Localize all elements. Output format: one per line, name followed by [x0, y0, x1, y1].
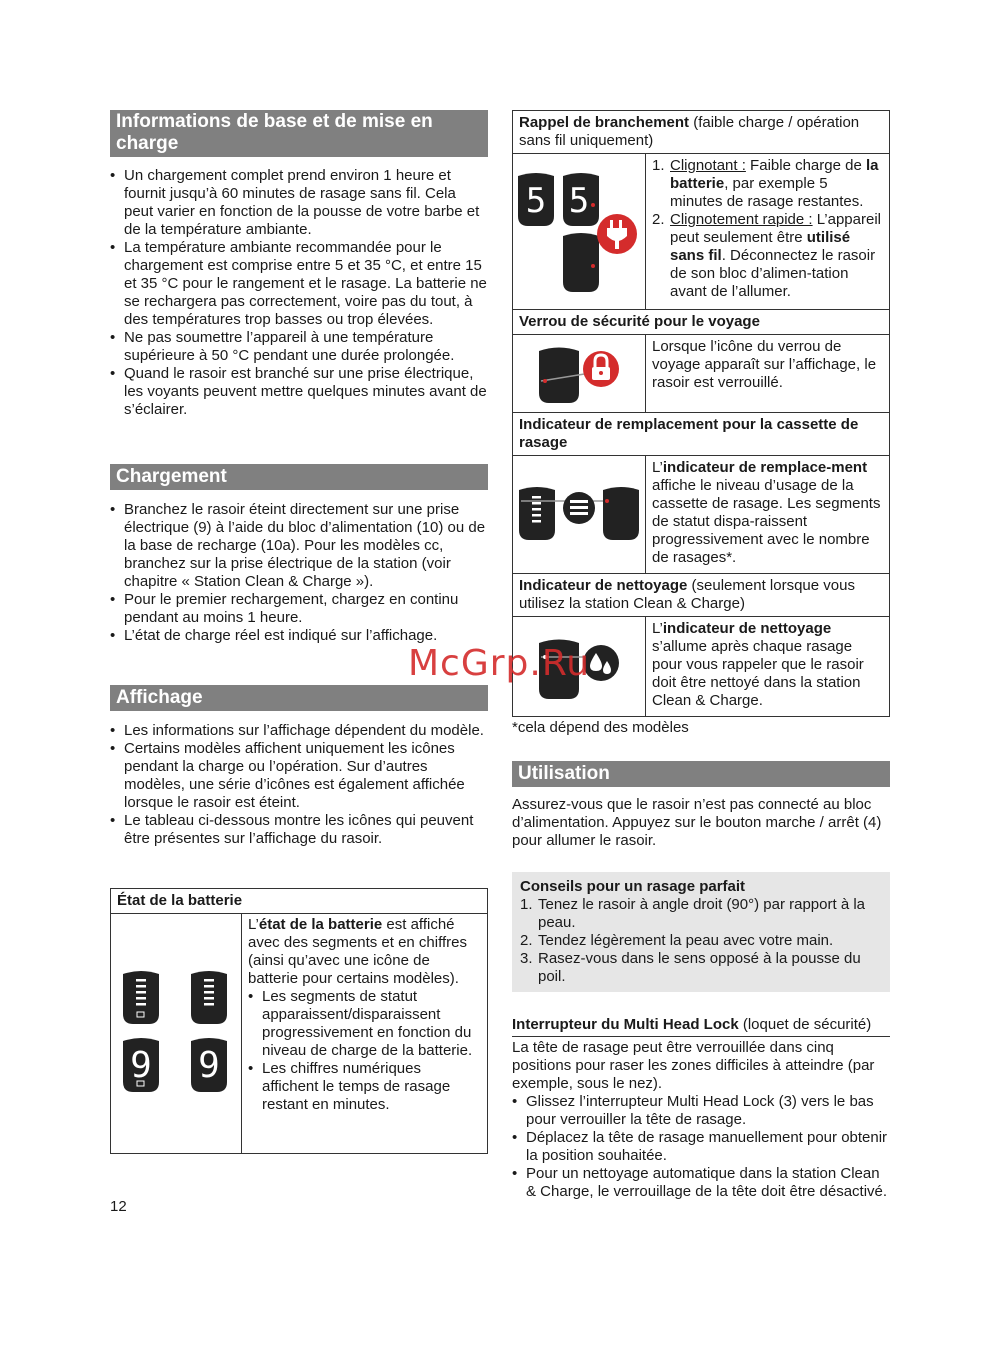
section-title-basics: Informations de base et de mise en charge: [110, 110, 488, 157]
list-item: • Les informations sur l’affichage dépendent du modèle.: [110, 722, 488, 740]
section-title-usage: Utilisation: [512, 761, 890, 787]
travel-lock-icon: [513, 335, 645, 407]
tips-list: [520, 896, 882, 986]
multihead-text: La tête de rasage peut être verrouillée dans cinq positions pour raser les zones difficiles à atteindre (par exemple, sous le nez).: [512, 1039, 875, 1092]
multihead-list: [512, 1093, 890, 1201]
battery-digit: 9: [198, 1045, 220, 1086]
replacement-icons-cell: [513, 456, 646, 574]
list-item: • Pour un nettoyage automatique dans la station Clean & Charge, le verrouillage de la tête doit être désactivé.: [512, 1165, 890, 1201]
watermark: McGrp.Ru: [408, 643, 591, 684]
page-number: 12: [110, 1198, 127, 1215]
travel-lock-icons-cell: [513, 335, 646, 413]
battery-table-header: État de la batterie: [111, 889, 488, 914]
plug-reminder-icon: [513, 154, 645, 304]
battery-text-cell: [242, 914, 488, 1154]
basics-list: [110, 167, 488, 419]
list-item: 2. Clignotement rapide : L’appareil peut seulement être utilisé sans fil. Déconnectez le rasoir de son bloc d’alimen-tation avant de l’allumer.: [652, 211, 881, 300]
cleaning-header: Indicateur de nettoyage (seulement lorsque vous utilisez la station Clean & Charge): [513, 574, 890, 617]
battery-digit: 9: [130, 1045, 152, 1086]
list-item: 1. Tenez le rasoir à angle droit (90°) par rapport à la peau.: [520, 896, 866, 931]
battery-segments-icon: [123, 971, 159, 1024]
list-item: • L’état de charge réel est indiqué sur l’affichage.: [110, 627, 488, 645]
list-item: • Pour le premier rechargement, chargez en continu pendant au moins 1 heure.: [110, 591, 488, 627]
cassette-replacement-icon: [513, 456, 645, 568]
list-item: • Glissez l’interrupteur Multi Head Lock (3) vers le bas pour verrouiller la tête de rasage.: [512, 1093, 890, 1129]
travel-lock-text: Lorsque l’icône du verrou de voyage apparaît sur l’affichage, le rasoir est verrouillé.: [646, 335, 890, 413]
usage-text: Assurez-vous que le rasoir n’est pas connecté au bloc d’alimentation. Appuyez sur le bouton marche / arrêt (4) pour allumer le rasoir.: [512, 796, 882, 849]
charging-list: [110, 501, 488, 645]
list-item: 3. Rasez-vous dans le sens opposé à la pousse du poil.: [520, 950, 861, 985]
footnote: *cela dépend des modèles: [512, 719, 689, 736]
list-item: • Un chargement complet prend environ 1 heure et fournit jusqu’à 60 minutes de rasage sans fil. Cela peut varier en fonction de la pousse de votre barbe et de la température ambiante.: [110, 167, 488, 239]
low-battery-digit: 5: [568, 181, 590, 221]
list-item: • Ne pas soumettre l’appareil à une température supérieure à 50 °C pendant une durée prolongée.: [110, 329, 488, 365]
plug-reminder-icons-cell: [513, 154, 646, 310]
battery-description: L’état de la batterie est affiché avec des segments et en chiffres (ainsi qu’avec une icône de batterie pour certains modèles).: [248, 916, 468, 987]
battery-digit-icon: [123, 1038, 159, 1092]
plug-reminder-text-cell: [646, 154, 890, 310]
battery-display-icon: [111, 914, 241, 1148]
tips-box: [512, 872, 890, 992]
tips-title: Conseils pour un rasage parfait: [520, 878, 746, 895]
list-item: • Le tableau ci-dessous montre les icônes qui peuvent être présentes sur l’affichage du rasoir.: [110, 812, 488, 848]
list-item: • Déplacez la tête de rasage manuellement pour obtenir la position souhaitée.: [512, 1129, 890, 1165]
plug-reminder-header: Rappel de branchement (faible charge / opération sans fil uniquement): [513, 111, 890, 154]
low-battery-digit: 5: [525, 181, 547, 221]
battery-segments-icon: [191, 971, 227, 1024]
battery-digit-icon: [191, 1038, 227, 1092]
battery-table: [110, 888, 488, 1154]
replacement-text: L’indicateur de remplace-ment affiche le niveau d’usage de la cassette de rasage. Les segments de statut dispa-raissent progressivement avec le nombre de rasages*.: [646, 456, 890, 574]
travel-lock-header: Verrou de sécurité pour le voyage: [513, 310, 890, 335]
list-item: 1. Clignotant : Faible charge de la batterie, par exemple 5 minutes de rasage restantes.: [652, 157, 879, 210]
indicator-table: [512, 110, 890, 717]
list-item: • Branchez le rasoir éteint directement sur une prise électrique (9) à l’aide du bloc d’alimentation (10) ou de la base de recharge (10a). Pour les modèles cc, branchez sur la prise électrique de la station (voir chapitre « Station Clean & Charge »).: [110, 501, 488, 591]
section-title-charging: Chargement: [110, 464, 488, 490]
list-item: • La température ambiante recommandée pour le chargement est comprise entre 5 et 35 °C, et entre 15 et 35 °C pour le rangement et le rasage. La batterie ne se rechargera pas correctement, voire pas du tout, à des températures trop basses ou trop élevées.: [110, 239, 488, 329]
replacement-header: Indicateur de remplacement pour la cassette de rasage: [513, 413, 890, 456]
list-item: • Les segments de statut apparaissent/disparaissent progressivement en fonction du niveau de charge de la batterie.: [248, 988, 481, 1060]
cleaning-text: L’indicateur de nettoyage s’allume après chaque rasage pour vous rappeler que le rasoir doit être nettoyé dans la station Clean & Charge.: [646, 617, 890, 717]
plug-reminder-list: [652, 157, 883, 301]
list-item: • Les chiffres numériques affichent le temps de rasage restant en minutes.: [248, 1060, 481, 1114]
list-item: • Certains modèles affichent uniquement les icônes pendant la charge ou l’opération. Sur d’autres modèles, une série d’icônes est également affichée lorsque le rasoir est éteint.: [110, 740, 488, 812]
section-title-display: Affichage: [110, 685, 488, 711]
multihead-title: Interrupteur du Multi Head Lock (loquet de sécurité): [512, 1016, 890, 1037]
battery-list: [248, 988, 481, 1114]
battery-icons-cell: [111, 914, 242, 1154]
list-item: • Quand le rasoir est branché sur une prise électrique, les voyants peuvent mettre quelques minutes avant de s’éclairer.: [110, 365, 488, 419]
display-list: [110, 722, 488, 848]
list-item: 2. Tendez légèrement la peau avec votre main.: [520, 932, 834, 949]
